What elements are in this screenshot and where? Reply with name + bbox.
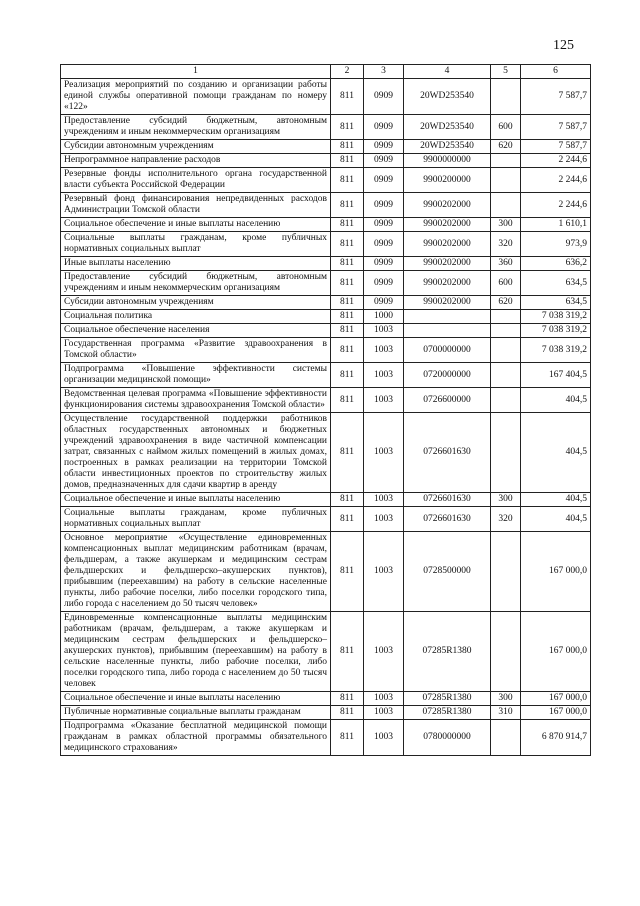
row-amount: 7 587,7 — [521, 115, 591, 140]
row-name: Реализация мероприятий по созданию и организации работы единой службы оперативной помощи гражданам по номеру «122» — [61, 79, 331, 115]
row-section: 0909 — [364, 218, 404, 232]
row-name: Субсидии автономным учреждениям — [61, 140, 331, 154]
row-amount: 7 587,7 — [521, 140, 591, 154]
row-section: 0909 — [364, 257, 404, 271]
row-type: 320 — [491, 507, 521, 532]
row-target: 9900202000 — [404, 218, 491, 232]
row-target: 0726601630 — [404, 507, 491, 532]
row-grbs: 811 — [331, 493, 364, 507]
row-type — [491, 720, 521, 756]
row-grbs: 811 — [331, 271, 364, 296]
row-name: Иные выплаты населению — [61, 257, 331, 271]
row-amount: 404,5 — [521, 388, 591, 413]
row-amount: 2 244,6 — [521, 193, 591, 218]
row-name: Резервные фонды исполнительного органа государственной власти субъекта Российской Федерации — [61, 168, 331, 193]
row-target: 07285R1380 — [404, 692, 491, 706]
row-grbs: 811 — [331, 692, 364, 706]
row-grbs: 811 — [331, 193, 364, 218]
row-grbs: 811 — [331, 532, 364, 612]
row-amount: 2 244,6 — [521, 168, 591, 193]
header-col-1: 1 — [61, 65, 331, 79]
table-row — [61, 413, 591, 493]
table-row — [61, 612, 591, 692]
row-amount: 167 000,0 — [521, 706, 591, 720]
row-section: 1003 — [364, 612, 404, 692]
row-type — [491, 388, 521, 413]
row-type — [491, 413, 521, 493]
row-grbs: 811 — [331, 79, 364, 115]
table-row — [61, 338, 591, 363]
header-col-5: 5 — [491, 65, 521, 79]
table-row — [61, 532, 591, 612]
row-name: Социальное обеспечение населения — [61, 324, 331, 338]
row-grbs: 811 — [331, 140, 364, 154]
table-row — [61, 388, 591, 413]
row-name: Социальные выплаты гражданам, кроме публичных нормативных социальных выплат — [61, 232, 331, 257]
row-target: 9900202000 — [404, 296, 491, 310]
row-amount: 167 000,0 — [521, 612, 591, 692]
row-section: 0909 — [364, 140, 404, 154]
row-name: Социальная политика — [61, 310, 331, 324]
row-target — [404, 324, 491, 338]
table-row — [61, 232, 591, 257]
row-section: 1003 — [364, 507, 404, 532]
row-target: 0726600000 — [404, 388, 491, 413]
row-target: 0780000000 — [404, 720, 491, 756]
table-row — [61, 310, 591, 324]
row-name: Государственная программа «Развитие здравоохранения в Томской области» — [61, 338, 331, 363]
row-name: Подпрограмма «Повышение эффективности системы организации медицинской помощи» — [61, 363, 331, 388]
row-amount: 7 587,7 — [521, 79, 591, 115]
table-row — [61, 154, 591, 168]
row-section: 1003 — [364, 413, 404, 493]
row-amount: 636,2 — [521, 257, 591, 271]
header-col-2: 2 — [331, 65, 364, 79]
row-name: Субсидии автономным учреждениям — [61, 296, 331, 310]
row-amount: 167 404,5 — [521, 363, 591, 388]
row-name: Единовременные компенсационные выплаты медицинским работникам (врачам, фельдшерам, а также акушеркам и медицинским сестрам фельдшерских и фельдшерско–акушерских пунктов), прибывшим (переехавшим) на работу в сельские населенные пункты, либо рабочие поселки, либо поселки городского типа, либо города с населением до 50 тысяч человек — [61, 612, 331, 692]
table-row — [61, 140, 591, 154]
row-type — [491, 193, 521, 218]
row-amount: 6 870 914,7 — [521, 720, 591, 756]
row-type — [491, 338, 521, 363]
table-row — [61, 115, 591, 140]
row-name: Социальные выплаты гражданам, кроме публичных нормативных социальных выплат — [61, 507, 331, 532]
row-type — [491, 324, 521, 338]
row-grbs: 811 — [331, 363, 364, 388]
row-section: 0909 — [364, 168, 404, 193]
row-section: 1003 — [364, 692, 404, 706]
table-row — [61, 507, 591, 532]
row-type: 620 — [491, 296, 521, 310]
row-name: Непрограммное направление расходов — [61, 154, 331, 168]
row-section: 1003 — [364, 363, 404, 388]
row-target: 9900202000 — [404, 193, 491, 218]
row-name: Ведомственная целевая программа «Повышение эффективности функционирования системы здравоохранения Томской области» — [61, 388, 331, 413]
row-name: Осуществление государственной поддержки работников областных государственных автономных и бюджетных учреждений здравоохранения в виде частичной компенсации затрат, связанных с наймом жилых помещений в жилых домах, построенных в рамках реализации на территории Томской области инвестиционных проектов по строительству жилых домов, предназначенных для сдачи квартир в аренду — [61, 413, 331, 493]
table-row — [61, 168, 591, 193]
row-amount: 7 038 319,2 — [521, 310, 591, 324]
row-grbs: 811 — [331, 324, 364, 338]
row-type: 300 — [491, 218, 521, 232]
row-name: Резервный фонд финансирования непредвиденных расходов Администрации Томской области — [61, 193, 331, 218]
row-type: 300 — [491, 692, 521, 706]
row-grbs: 811 — [331, 612, 364, 692]
row-type — [491, 532, 521, 612]
row-type — [491, 154, 521, 168]
row-target: 20WD253540 — [404, 115, 491, 140]
row-grbs: 811 — [331, 115, 364, 140]
row-amount: 404,5 — [521, 493, 591, 507]
row-section: 0909 — [364, 79, 404, 115]
row-target: 07285R1380 — [404, 706, 491, 720]
table-row — [61, 720, 591, 756]
table-row — [61, 271, 591, 296]
row-grbs: 811 — [331, 706, 364, 720]
row-section: 0909 — [364, 193, 404, 218]
table-row — [61, 324, 591, 338]
row-name: Предоставление субсидий бюджетным, автономным учреждениям и иным некоммерческим организациям — [61, 115, 331, 140]
row-amount: 634,5 — [521, 296, 591, 310]
header-col-4: 4 — [404, 65, 491, 79]
row-amount: 167 000,0 — [521, 692, 591, 706]
row-name: Социальное обеспечение и иные выплаты населению — [61, 218, 331, 232]
header-col-3: 3 — [364, 65, 404, 79]
row-type — [491, 363, 521, 388]
row-target: 20WD253540 — [404, 140, 491, 154]
row-amount: 634,5 — [521, 271, 591, 296]
row-amount: 973,9 — [521, 232, 591, 257]
row-amount: 167 000,0 — [521, 532, 591, 612]
row-section: 0909 — [364, 271, 404, 296]
row-type: 600 — [491, 271, 521, 296]
row-name: Публичные нормативные социальные выплаты гражданам — [61, 706, 331, 720]
row-type — [491, 310, 521, 324]
row-name: Подпрограмма «Оказание бесплатной медицинской помощи гражданам в рамках областной программы обязательного медицинского страхования» — [61, 720, 331, 756]
row-target: 9900202000 — [404, 257, 491, 271]
table-row — [61, 706, 591, 720]
row-grbs: 811 — [331, 388, 364, 413]
row-target: 0720000000 — [404, 363, 491, 388]
row-target: 0726601630 — [404, 493, 491, 507]
row-grbs: 811 — [331, 257, 364, 271]
row-section: 1003 — [364, 388, 404, 413]
row-type: 620 — [491, 140, 521, 154]
row-amount: 1 610,1 — [521, 218, 591, 232]
row-name: Предоставление субсидий бюджетным, автономным учреждениям и иным некоммерческим организациям — [61, 271, 331, 296]
row-section: 1003 — [364, 532, 404, 612]
row-type: 320 — [491, 232, 521, 257]
row-section: 0909 — [364, 154, 404, 168]
table-row — [61, 296, 591, 310]
row-section: 1003 — [364, 720, 404, 756]
row-amount: 2 244,6 — [521, 154, 591, 168]
row-target: 07285R1380 — [404, 612, 491, 692]
row-grbs: 811 — [331, 413, 364, 493]
budget-table — [60, 64, 591, 756]
row-target: 0726601630 — [404, 413, 491, 493]
row-target: 9900200000 — [404, 168, 491, 193]
row-amount: 404,5 — [521, 413, 591, 493]
row-name: Основное мероприятие «Осуществление единовременных компенсационных выплат медицинским работникам (врачам, фельдшерам, а также акушеркам и медицинским сестрам фельдшерских и фельдшерско–акушерских пунктов), прибывшим (переехавшим) на работу в сельские населенные пункты, либо рабочие поселки, либо поселки городского типа, либо города с населением до 50 тысяч человек» — [61, 532, 331, 612]
row-type — [491, 612, 521, 692]
row-section: 1003 — [364, 324, 404, 338]
row-grbs: 811 — [331, 507, 364, 532]
row-grbs: 811 — [331, 310, 364, 324]
table-row — [61, 257, 591, 271]
table-row — [61, 692, 591, 706]
row-section: 1003 — [364, 338, 404, 363]
row-type: 600 — [491, 115, 521, 140]
row-grbs: 811 — [331, 154, 364, 168]
row-target — [404, 310, 491, 324]
row-amount: 404,5 — [521, 507, 591, 532]
row-type — [491, 79, 521, 115]
row-target: 20WD253540 — [404, 79, 491, 115]
row-section: 1003 — [364, 706, 404, 720]
table-row — [61, 218, 591, 232]
row-amount: 7 038 319,2 — [521, 324, 591, 338]
row-type: 300 — [491, 493, 521, 507]
row-grbs: 811 — [331, 720, 364, 756]
row-grbs: 811 — [331, 296, 364, 310]
row-type — [491, 168, 521, 193]
row-section: 1000 — [364, 310, 404, 324]
row-target: 0700000000 — [404, 338, 491, 363]
row-target: 9900000000 — [404, 154, 491, 168]
row-grbs: 811 — [331, 338, 364, 363]
row-section: 0909 — [364, 296, 404, 310]
row-grbs: 811 — [331, 232, 364, 257]
table-row — [61, 493, 591, 507]
row-target: 0728500000 — [404, 532, 491, 612]
row-section: 0909 — [364, 232, 404, 257]
header-col-6: 6 — [521, 65, 591, 79]
row-target: 9900202000 — [404, 271, 491, 296]
row-type: 360 — [491, 257, 521, 271]
table-row — [61, 193, 591, 218]
table-row — [61, 363, 591, 388]
row-amount: 7 038 319,2 — [521, 338, 591, 363]
row-name: Социальное обеспечение и иные выплаты населению — [61, 692, 331, 706]
row-section: 1003 — [364, 493, 404, 507]
page-number: 125 — [553, 38, 574, 53]
row-grbs: 811 — [331, 218, 364, 232]
table-row — [61, 79, 591, 115]
row-name: Социальное обеспечение и иные выплаты населению — [61, 493, 331, 507]
row-type: 310 — [491, 706, 521, 720]
row-section: 0909 — [364, 115, 404, 140]
row-target: 9900202000 — [404, 232, 491, 257]
header-row — [61, 65, 591, 79]
row-grbs: 811 — [331, 168, 364, 193]
